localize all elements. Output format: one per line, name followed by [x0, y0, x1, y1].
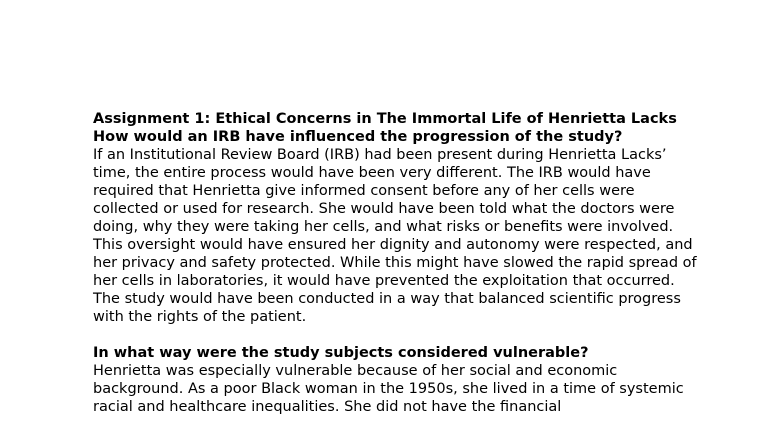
- document-title: Assignment 1: Ethical Concerns in The Immortal Life of Henrietta Lacks: [93, 111, 677, 127]
- paragraph-spacer: [93, 326, 703, 344]
- section-2-question: In what way were the study subjects considered vulnerable?: [93, 345, 589, 361]
- section-1-answer: If an Institutional Review Board (IRB) had been present during Henrietta Lacks’ time, the entire process would have been very different. The IRB would have required that Henrietta give informed consent before any of her cells were collected or used for research. She would have been told what the doctors were doing, why they were taking her cells, and what risks or benefits were involved. This oversight would have ensured her dignity and autonomy were respected, and her privacy and safety protected. While this might have slowed the rapid spread of her cells in laboratories, it would have prevented the exploitation that occurred. The study would have been conducted in a way that balanced scientific progress with the rights of the patient.: [93, 147, 697, 325]
- document-body: [93, 110, 703, 416]
- section-1-question: How would an IRB have influenced the progression of the study?: [93, 129, 623, 145]
- section-2-answer: Henrietta was especially vulnerable because of her social and economic background. As a poor Black woman in the 1950s, she lived in a time of systemic racial and healthcare inequalities. She did not have the financial: [93, 363, 684, 415]
